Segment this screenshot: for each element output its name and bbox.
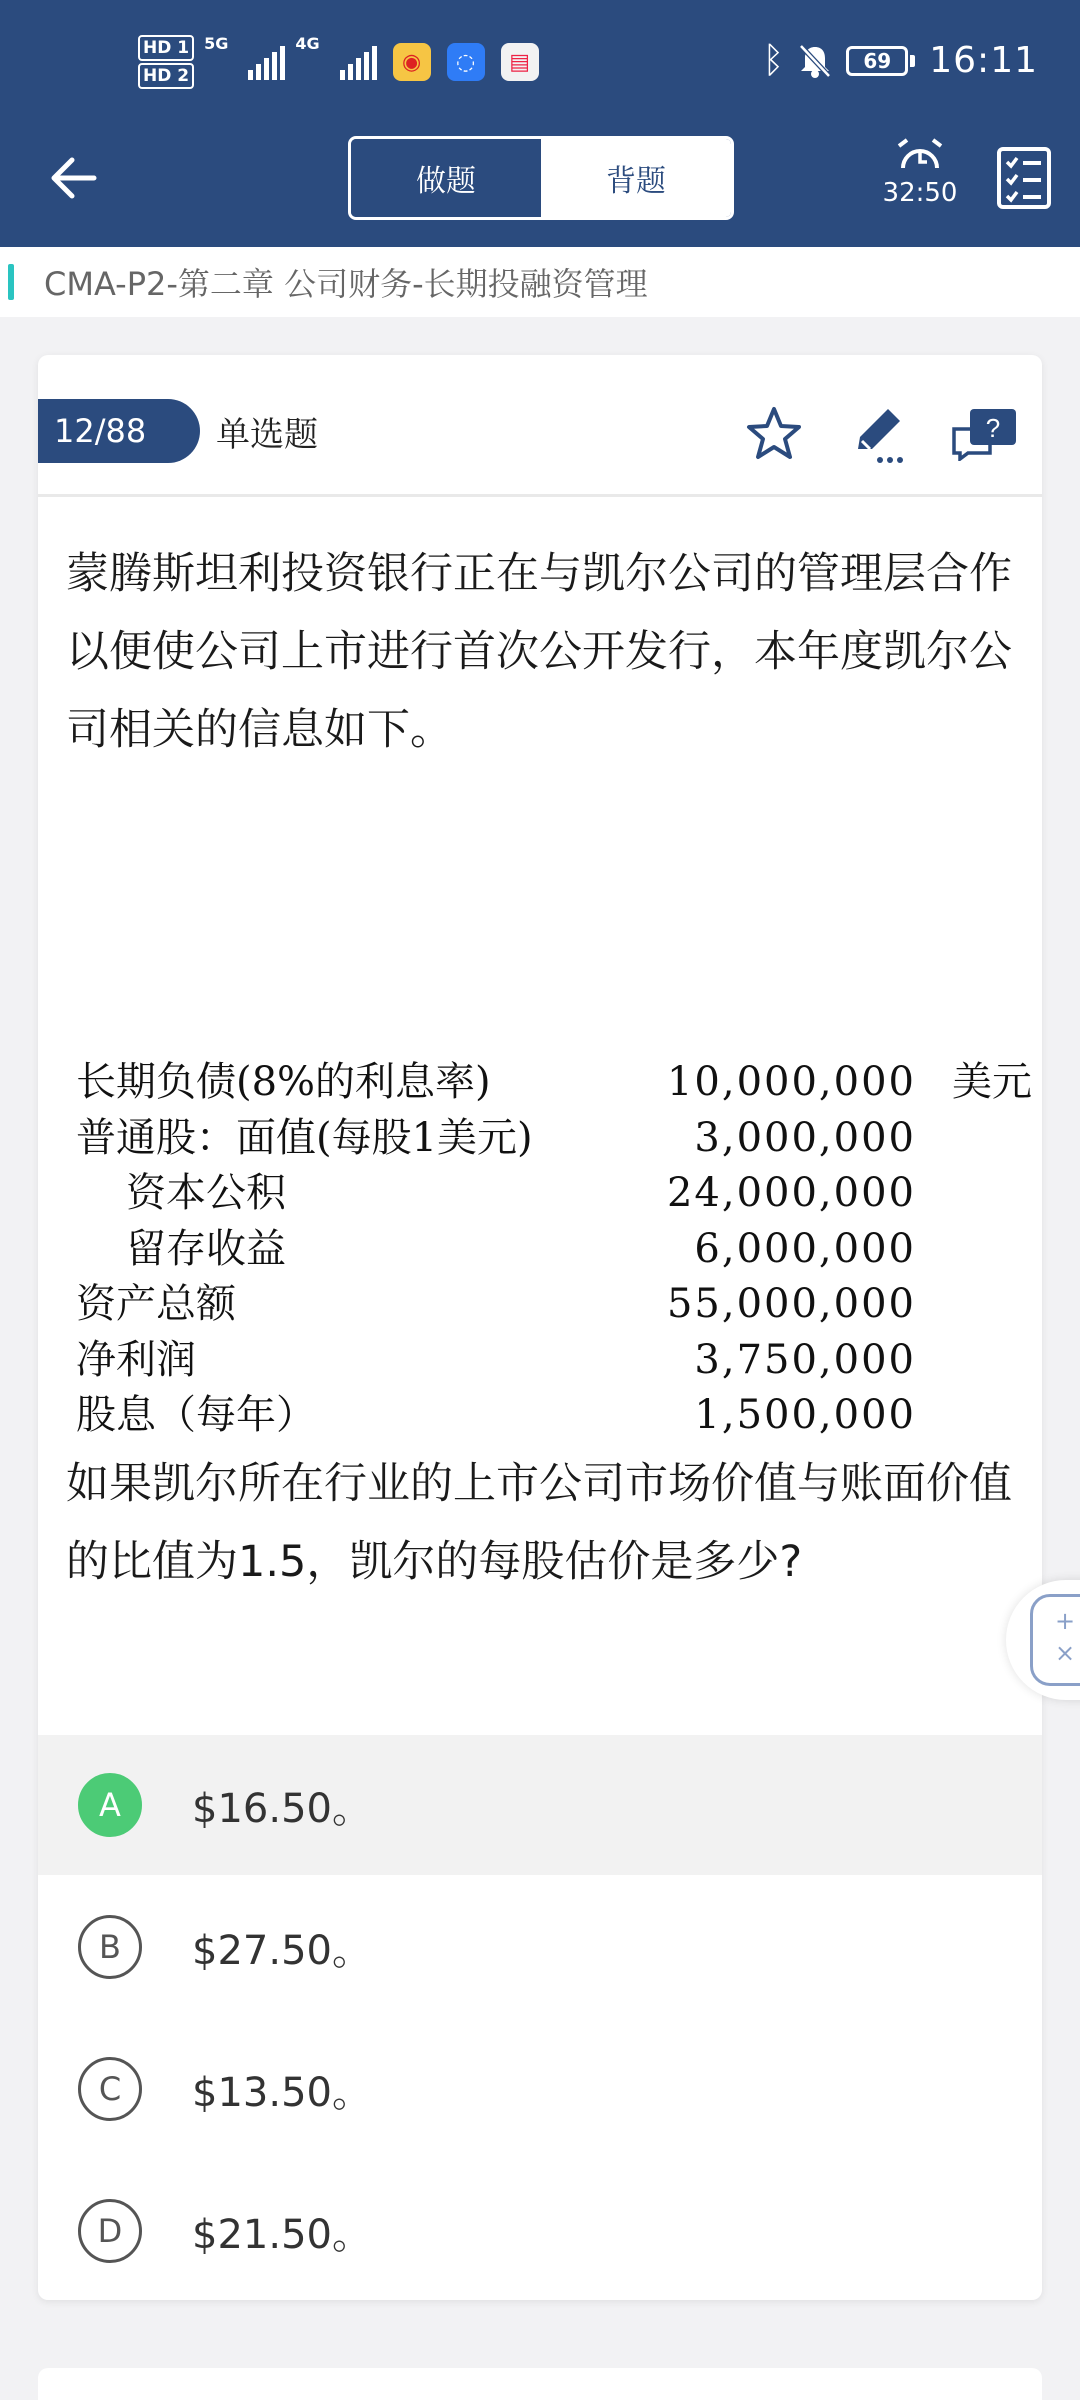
weibo-icon: ◉ [393,43,431,81]
hd-indicator [138,34,194,90]
question-header [38,355,1042,497]
next-card [38,2368,1042,2400]
question-feedback-icon[interactable] [950,407,1018,461]
battery-icon [846,46,915,76]
hd1-label: HD 1 [138,35,194,61]
table-row [76,1333,1036,1389]
question-type: 单选题 [216,415,318,455]
net1-label: 5G [204,34,229,53]
timer[interactable] [880,138,960,208]
row-value: 3,000,000 [694,1114,916,1161]
row-label: 资产总额 [76,1281,236,1327]
hd2-label: HD 2 [138,63,194,89]
back-arrow-icon[interactable] [42,148,102,208]
option-text: $21.50。 [192,2211,372,2258]
question-number: 12/88 [38,399,200,463]
breadcrumb-text: CMA-P2-第二章 公司财务-长期投融资管理 [44,265,648,303]
gift-icon: ▤ [501,43,539,81]
breadcrumb [0,247,1080,317]
row-label: 资本公积 [126,1170,286,1216]
row-label: 留存收益 [126,1225,286,1272]
row-value: 55,000,000 [666,1281,916,1327]
tab-recite[interactable]: 背题 [541,139,731,217]
question-stem: 蒙腾斯坦利投资银行正在与凯尔公司的管理层合作以便使公司上市进行首次公开发行，本年度凯尔公司相关的信息如下。 [66,549,1012,755]
floating-plus-close-icon: + × [1030,1594,1080,1686]
signal-icon [340,44,377,80]
star-favorite-icon[interactable] [744,405,804,463]
financial-data-table [76,1055,1036,1444]
row-value: 3,750,000 [694,1336,916,1383]
mode-toggle [348,136,734,220]
bluetooth-icon: ᛒ [762,40,785,81]
clock-time: 16:11 [929,40,1038,81]
option-letter: B [78,1915,142,1979]
row-label: 长期负债(8%的利息率) [76,1059,491,1105]
svg-text:?: ? [985,413,1001,443]
option-a[interactable] [38,1735,1042,1875]
table-row [76,1222,1036,1278]
option-c[interactable] [38,2019,1042,2159]
net2-label: 4G [295,34,320,53]
table-row [76,1277,1036,1333]
status-bar [0,0,1080,130]
option-text: $16.50。 [192,1785,372,1832]
signal-icon [248,44,285,80]
option-text: $13.50。 [192,2069,372,2116]
option-b[interactable] [38,1877,1042,2017]
battery-level: 69 [846,46,908,76]
option-text: $27.50。 [192,1927,372,1974]
table-row [76,1388,1036,1444]
option-d[interactable] [38,2161,1042,2300]
option-letter: D [78,2199,142,2263]
timer-value: 32:50 [882,178,958,208]
alarm-clock-icon [895,138,945,172]
bulb-icon: ◌ [447,43,485,81]
breadcrumb-accent [8,264,14,300]
question-card [38,355,1042,2300]
note-edit-icon[interactable] [850,405,906,465]
question-prompt: 如果凯尔所在行业的上市公司市场价值与账面价值的比值为1.5，凯尔的每股估价是多少? [66,1459,1012,1587]
row-value: 6,000,000 [694,1225,916,1272]
table-row [76,1166,1036,1222]
row-value: 24,000,000 [666,1170,916,1216]
row-label: 净利润 [76,1336,196,1383]
answer-sheet-icon[interactable] [996,146,1052,210]
table-row [76,1111,1036,1167]
row-label: 普通股：面值(每股1美元) [76,1114,533,1161]
row-value: 1,500,000 [694,1392,916,1438]
bell-muted-icon [798,43,832,79]
row-label: 股息（每年） [76,1392,316,1438]
row-unit: 美元 [952,1059,1032,1105]
option-letter: C [78,2057,142,2121]
top-bar [0,0,1080,247]
row-value: 10,000,000 [666,1059,916,1105]
tab-practice[interactable]: 做题 [351,139,541,217]
table-row [76,1055,1036,1111]
option-letter: A [78,1773,142,1837]
